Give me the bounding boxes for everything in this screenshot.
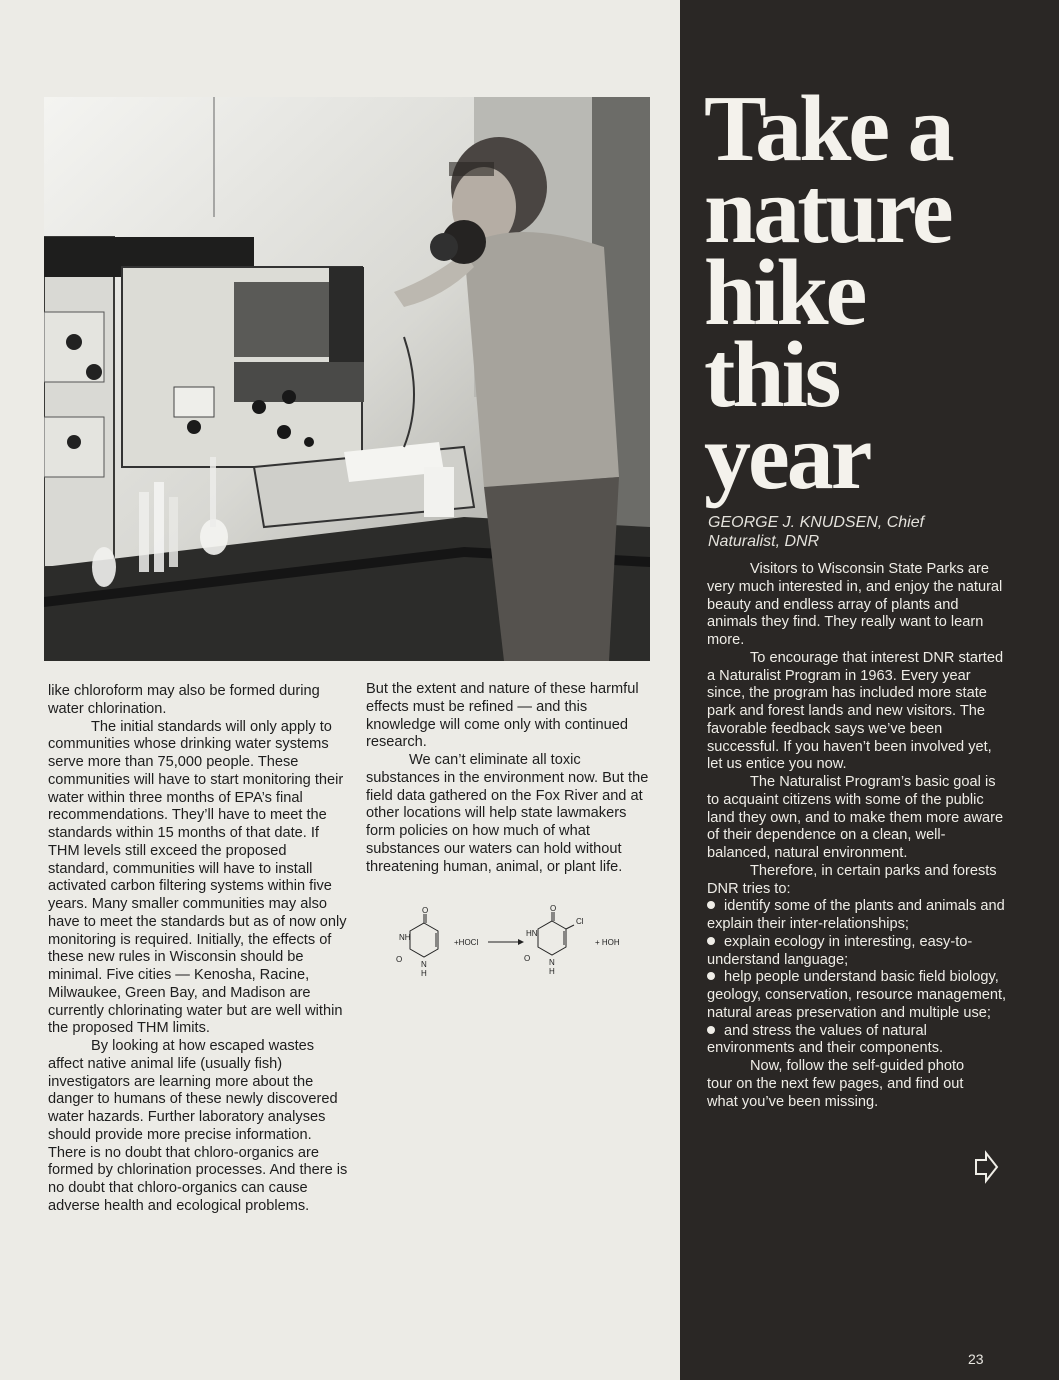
paragraph: The initial standards will only apply to communities whose drinking water systems serve more than 75,000 people. These communities will have to start monitoring their water within three months of EPA’s final recommendations. They’ll have to meet the standards within 15 months of that date. If THM levels still exceed the proposed standard, communities will have to install activated carbon filtering systems within five years. Many smaller communities may also have to meet the standards but as of now only monitoring is required. Initially, the effects of these new rules in Wisconsin should be minimal. Five cities — Kenosha, Racine, Milwaukee, Green Bay, and Madison are currently chlorinating water but are well within the proposed THM limits. [48,718,347,1037]
bullet-text: help people understand basic field biology, geology, conservation, resource management, natural areas preservation and multiple use; [707,969,1007,1021]
uracil-structure [396,906,438,978]
bullet-icon [707,1026,715,1034]
title-line: this [704,323,839,427]
title-line: nature [704,159,951,263]
title-line: hike [704,241,865,345]
hn-label: HN [526,929,538,938]
paragraph: By looking at how escaped wastes affect native animal life (usually fish) investigators are learning more about the danger to humans of these newly discovered water hazards. Further laboratory analyses should provide more precise information. There is no doubt that chloro-organics are formed by chlorination processes. And there is no doubt that chloro-organics can cause adverse health and ecological problems. [48,1038,348,1214]
lab-photo [44,97,650,661]
bullet-icon [707,937,715,945]
nitrogen-label: N [549,958,555,967]
article-column-2 [366,681,658,876]
reagent-label: +HOCl [454,938,479,947]
product-label: + HOH [595,938,620,947]
paragraph: Now, follow the self-guided photo tour on the next few pages, and find out what you’ve been missing. [707,1058,965,1110]
author-byline [708,513,1008,551]
chemical-equation [390,905,650,980]
nitrogen-label: N [421,960,427,969]
bullet-text: and stress the values of natural environments and their components. [707,1022,944,1057]
bullet-item [707,1023,1007,1059]
bullet-text: identify some of the plants and animals and explain their inter-relationships; [707,898,1005,932]
oxygen-label: O [396,955,403,964]
article-title [704,77,1049,509]
nh-label: NH [399,933,411,942]
article-column-1 [48,683,348,1216]
byline-line: Naturalist, DNR [708,533,820,550]
paragraph: Visitors to Wisconsin State Parks are very much interested in, and enjoy the natural beauty and endless array of plants and animals they find. They really want to learn more. [707,561,1003,648]
sidebar-text [707,561,1007,1111]
bullet-item [707,969,1007,1022]
paragraph: But the extent and nature of these harmful effects must be refined — and this knowledge will come only with continued research. [366,681,639,751]
paragraph: like chloroform may also be formed during water chlorination. [48,683,320,717]
bullet-item [707,898,1007,934]
oxygen-label: O [524,954,531,963]
title-line: year [704,405,870,509]
byline-line: GEORGE J. KNUDSEN, Chief [708,514,925,531]
hydrogen-label: H [549,967,555,976]
continue-arrow-icon [973,1150,999,1184]
paragraph: To encourage that interest DNR started a Naturalist Program in 1963. Every year since, the program has included more state park and forest lands and new visitors. The favorable feedback says we’ve been successful. If you haven’t been involved yet, let us entice you now. [707,649,1004,773]
bullet-icon [707,901,715,909]
bullet-item [707,934,1007,970]
bullet-icon [707,972,715,980]
paragraph: We can’t eliminate all toxic substances in the environment now. But the field data gathered on the Fox River and at other locations will help state lawmakers form policies on how much of what substances our waters can hold without threatening human, animal, or plant life. [366,752,649,875]
chlorine-label: Cl [576,917,584,926]
bullet-text: explain ecology in interesting, easy-to-understand language; [707,933,973,968]
page-number: 23 [968,1351,984,1367]
title-line: Take a [704,77,952,181]
paragraph: Therefore, in certain parks and forests DNR tries to: [707,862,997,897]
paragraph: The Naturalist Program’s basic goal is to acquaint citizens with some of the public land they own, and to make them more aware of their dependence on a clean, well-balanced, natural environment. [707,774,1004,861]
oxygen-label: O [422,906,429,915]
oxygen-label: O [550,905,557,913]
hydrogen-label: H [421,969,427,978]
chlorouracil-structure [524,905,584,976]
